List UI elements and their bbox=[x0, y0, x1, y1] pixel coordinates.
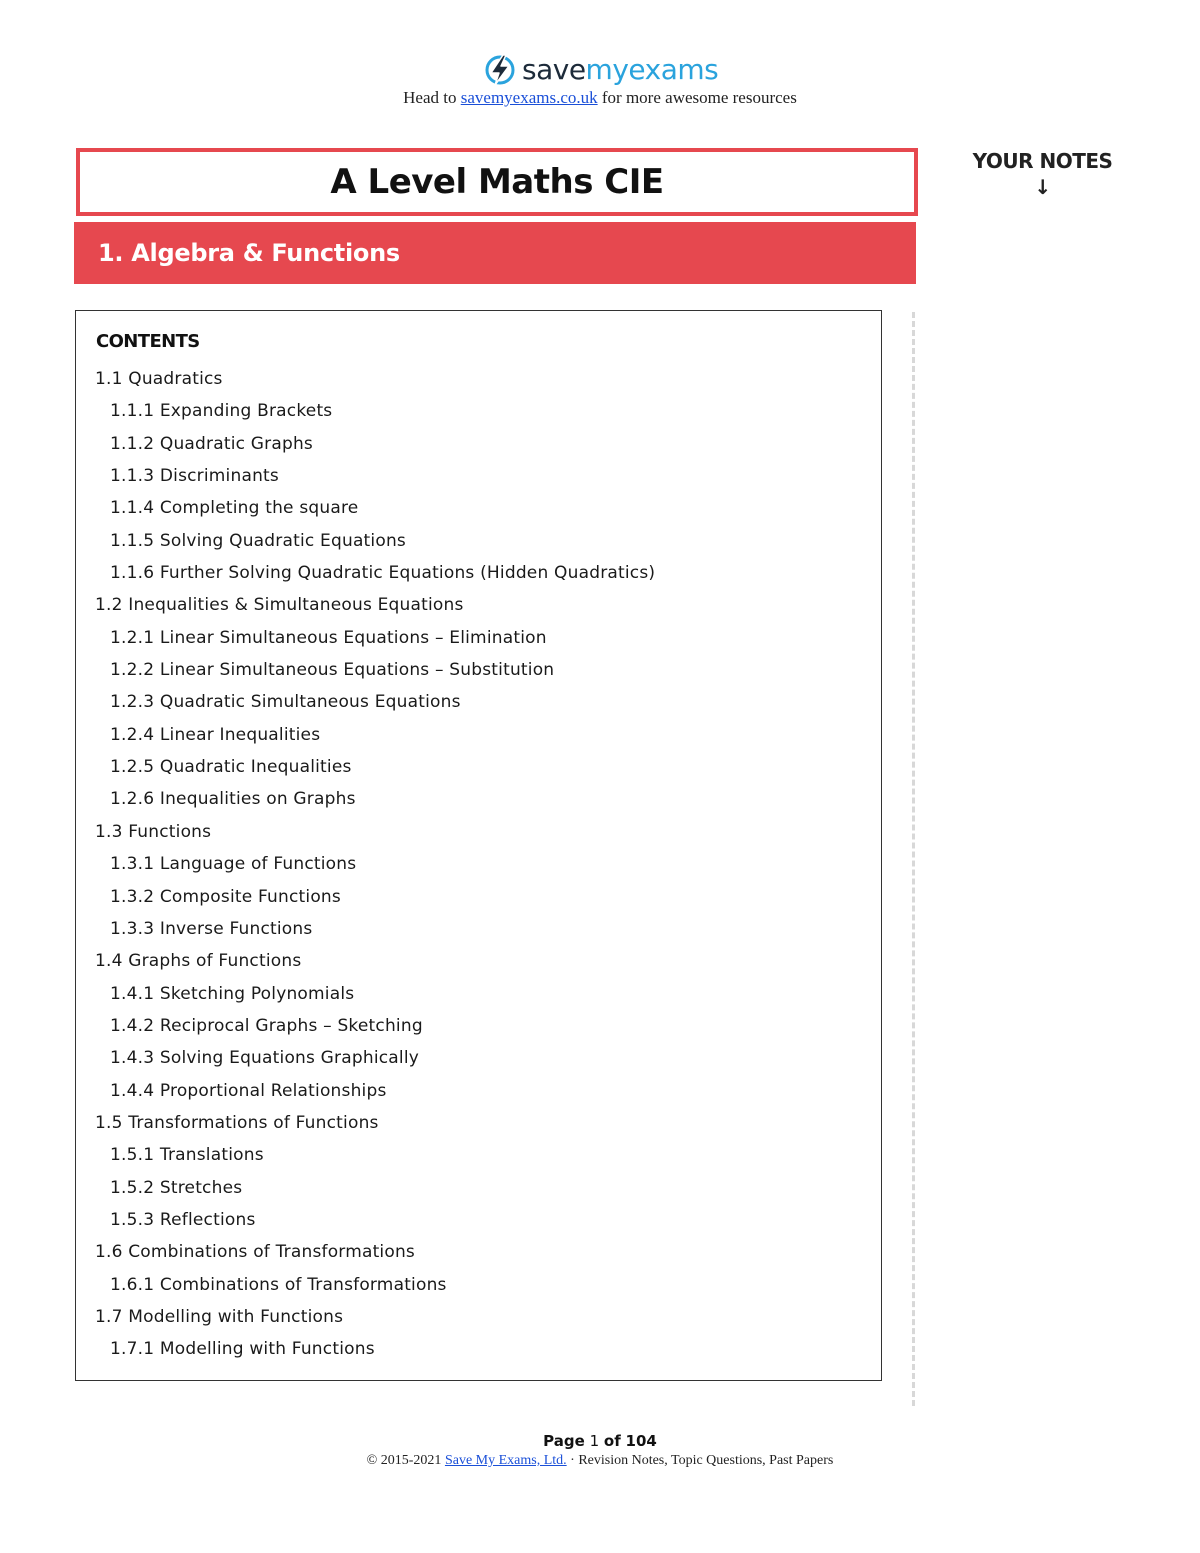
toc-subsection-item[interactable]: 1.3.3 Inverse Functions bbox=[110, 918, 313, 939]
toc-subsection-item[interactable]: 1.2.2 Linear Simultaneous Equations – Substitution bbox=[110, 660, 555, 681]
copyright-years: © 2015-2021 bbox=[366, 1453, 442, 1468]
toc-subsection-item[interactable]: 1.5.2 Stretches bbox=[110, 1177, 243, 1198]
toc-subsection-item[interactable]: 1.3.1 Language of Functions bbox=[110, 854, 357, 875]
your-notes-text: YOUR NOTES bbox=[972, 149, 1113, 173]
toc-subsection-item[interactable]: 1.1.4 Completing the square bbox=[110, 498, 359, 519]
toc-section-item[interactable]: 1.3 Functions bbox=[95, 821, 212, 842]
toc-subsection-item[interactable]: 1.1.3 Discriminants bbox=[110, 466, 279, 487]
toc-subsection-item[interactable]: 1.1.2 Quadratic Graphs bbox=[110, 433, 313, 454]
toc-subsection-item[interactable]: 1.2.3 Quadratic Simultaneous Equations bbox=[110, 692, 461, 713]
toc-subsection-item[interactable]: 1.2.1 Linear Simultaneous Equations – Elimination bbox=[110, 627, 547, 648]
section-banner bbox=[74, 222, 916, 284]
toc-subsection-item[interactable]: 1.3.2 Composite Functions bbox=[110, 886, 341, 907]
toc-section-item[interactable]: 1.5 Transformations of Functions bbox=[95, 1112, 379, 1133]
header-link[interactable]: savemyexams.co.uk bbox=[460, 88, 598, 107]
notes-divider bbox=[912, 312, 915, 1406]
your-notes-label bbox=[960, 148, 1125, 200]
toc-subsection-item[interactable]: 1.5.3 Reflections bbox=[110, 1209, 256, 1230]
toc-section-item[interactable]: 1.6 Combinations of Transformations bbox=[95, 1242, 415, 1263]
document-title: A Level Maths CIE bbox=[330, 162, 664, 202]
header-tagline bbox=[0, 88, 1200, 108]
page-number bbox=[0, 1432, 1200, 1450]
toc-subsection-item[interactable]: 1.4.3 Solving Equations Graphically bbox=[110, 1048, 420, 1069]
document-title-box bbox=[76, 148, 918, 216]
toc-section-item[interactable]: 1.7 Modelling with Functions bbox=[95, 1306, 344, 1327]
contents-heading: CONTENTS bbox=[96, 331, 200, 352]
header-prefix: Head to bbox=[403, 88, 457, 107]
company-link[interactable]: Save My Exams, Ltd. bbox=[444, 1453, 567, 1468]
toc-subsection-item[interactable]: 1.5.1 Translations bbox=[110, 1145, 264, 1166]
toc-subsection-item[interactable]: 1.1.6 Further Solving Quadratic Equations (Hidden Quadratics) bbox=[110, 563, 656, 584]
page-current: 1 bbox=[589, 1432, 600, 1450]
toc-subsection-item[interactable]: 1.4.2 Reciprocal Graphs – Sketching bbox=[110, 1015, 423, 1036]
toc-subsection-item[interactable]: 1.7.1 Modelling with Functions bbox=[110, 1339, 375, 1360]
toc-section-item[interactable]: 1.4 Graphs of Functions bbox=[95, 951, 302, 972]
toc-subsection-item[interactable]: 1.1.1 Expanding Brackets bbox=[110, 401, 333, 422]
footer-tagline: · Revision Notes, Topic Questions, Past Papers bbox=[570, 1453, 834, 1468]
contents-box bbox=[75, 310, 882, 1381]
toc-subsection-item[interactable]: 1.6.1 Combinations of Transformations bbox=[110, 1274, 447, 1295]
section-title: 1. Algebra & Functions bbox=[98, 239, 400, 267]
toc-section-item[interactable]: 1.2 Inequalities & Simultaneous Equations bbox=[95, 595, 464, 616]
lightning-bolt-icon bbox=[482, 52, 518, 88]
page-label: Page bbox=[543, 1432, 585, 1450]
header-suffix: for more awesome resources bbox=[601, 88, 797, 107]
toc-subsection-item[interactable]: 1.2.5 Quadratic Inequalities bbox=[110, 757, 352, 778]
logo-wordmark: savemyexams bbox=[522, 53, 719, 86]
page-total: 104 bbox=[625, 1432, 657, 1450]
toc-subsection-item[interactable]: 1.1.5 Solving Quadratic Equations bbox=[110, 530, 406, 551]
toc-subsection-item[interactable]: 1.2.4 Linear Inequalities bbox=[110, 724, 321, 745]
toc-subsection-item[interactable]: 1.4.1 Sketching Polynomials bbox=[110, 983, 355, 1004]
toc-subsection-item[interactable]: 1.4.4 Proportional Relationships bbox=[110, 1080, 387, 1101]
footer-copyright bbox=[0, 1453, 1200, 1469]
save-my-exams-logo[interactable] bbox=[482, 52, 718, 88]
page-of: of bbox=[603, 1432, 621, 1450]
toc-section-item[interactable]: 1.1 Quadratics bbox=[95, 369, 223, 389]
down-arrow-icon: ↓ bbox=[1034, 175, 1051, 199]
contents-list bbox=[76, 363, 655, 1366]
toc-subsection-item[interactable]: 1.2.6 Inequalities on Graphs bbox=[110, 789, 356, 810]
